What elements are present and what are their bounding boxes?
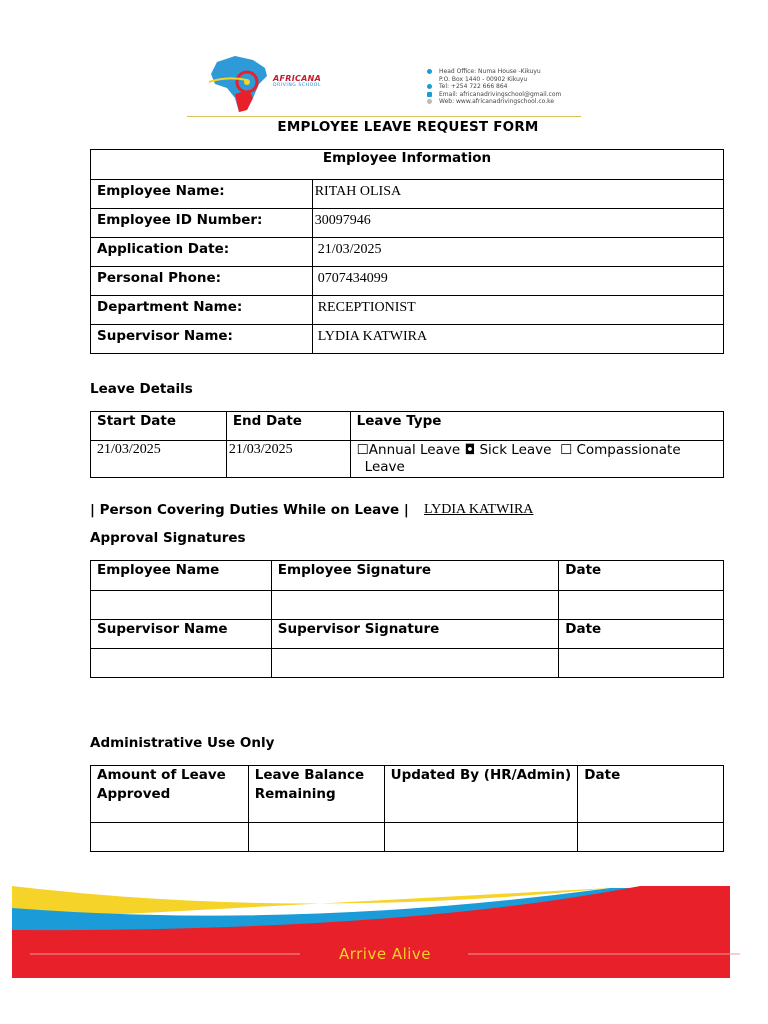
mail-icon [427, 92, 432, 97]
letterhead-rule [187, 116, 581, 117]
supervisor-name-label: Supervisor Name: [91, 325, 313, 354]
covering-person-label: | Person Covering Duties While on Leave | [90, 502, 409, 518]
location-pin-icon [427, 69, 432, 74]
annual-leave-label: Annual Leave [368, 442, 461, 458]
contact-web: Web: www.africanadrivingschool.co.ke [427, 98, 561, 106]
contact-pobox: P.O. Box 1440 - 00902 Kikuyu [439, 75, 528, 83]
admin-date-header: Date [578, 766, 724, 823]
leave-approved-cell[interactable] [91, 823, 249, 852]
updated-by-header: Updated By (HR/Admin) [384, 766, 578, 823]
compassionate-leave-label: Compassionate [576, 442, 681, 458]
leave-balance-header: Leave Balance Remaining [248, 766, 384, 823]
start-date-value[interactable]: 21/03/2025 [91, 441, 227, 478]
sick-leave-checkbox[interactable]: ◘ [464, 442, 476, 458]
admin-table [90, 765, 724, 852]
leave-details-table [90, 411, 724, 478]
supervisor-name-cell[interactable] [91, 649, 272, 678]
employee-date-col-header: Date [559, 561, 724, 591]
employee-name-col-header: Employee Name [91, 561, 272, 591]
compassionate-leave-checkbox[interactable]: ☐ [560, 442, 573, 458]
leave-balance-cell[interactable] [248, 823, 384, 852]
employee-info-header: Employee Information [91, 150, 724, 180]
employee-date-cell[interactable] [559, 591, 724, 620]
approval-table [90, 560, 724, 678]
supervisor-signature-cell[interactable] [271, 649, 559, 678]
leave-type-options [350, 441, 723, 478]
updated-by-cell[interactable] [384, 823, 578, 852]
contact-address: Head Office: Numa House -Kikuyu [427, 68, 561, 76]
employee-id-value[interactable]: 30097946 [312, 209, 723, 238]
employee-name-label: Employee Name: [91, 180, 313, 209]
leave-type-header: Leave Type [350, 412, 723, 441]
supervisor-date-col-header: Date [559, 620, 724, 649]
letterhead [187, 54, 581, 117]
leave-details-heading: Leave Details [90, 381, 193, 397]
form-title: EMPLOYEE LEAVE REQUEST FORM [277, 119, 539, 135]
start-date-header: Start Date [91, 412, 227, 441]
footer-tagline: Arrive Alive [338, 945, 432, 963]
compassionate-leave-label-wrap: Leave [364, 459, 405, 475]
personal-phone-value[interactable]: 0707434099 [312, 267, 723, 296]
leave-approved-header: Amount of Leave Approved [91, 766, 249, 823]
phone-icon [427, 84, 432, 89]
approval-signatures-heading: Approval Signatures [90, 530, 246, 546]
employee-signature-col-header: Employee Signature [271, 561, 559, 591]
employee-id-label: Employee ID Number: [91, 209, 313, 238]
brand-name: AFRICANA [273, 74, 322, 83]
employee-signature-cell[interactable] [271, 591, 559, 620]
employee-name-value[interactable]: RITAH OLISA [312, 180, 723, 209]
contact-block [427, 68, 561, 106]
supervisor-signature-col-header: Supervisor Signature [271, 620, 559, 649]
personal-phone-label: Personal Phone: [91, 267, 313, 296]
contact-phone: Tel: +254 722 666 864 [427, 83, 561, 91]
end-date-header: End Date [226, 412, 350, 441]
employee-name-cell[interactable] [91, 591, 272, 620]
annual-leave-checkbox[interactable]: ☐ [356, 442, 369, 458]
application-date-label: Application Date: [91, 238, 313, 267]
admin-use-heading: Administrative Use Only [90, 735, 275, 751]
employee-info-table [90, 149, 724, 354]
department-name-label: Department Name: [91, 296, 313, 325]
sick-leave-label: Sick Leave [479, 442, 552, 458]
supervisor-name-value[interactable]: LYDIA KATWIRA [312, 325, 723, 354]
africa-logo-icon [207, 54, 277, 114]
department-name-value[interactable]: RECEPTIONIST [312, 296, 723, 325]
globe-icon [427, 99, 432, 104]
brand-subtitle: DRIVING SCHOOL [273, 83, 321, 88]
end-date-value[interactable]: 21/03/2025 [226, 441, 350, 478]
footer-banner [0, 880, 768, 990]
supervisor-name-col-header: Supervisor Name [91, 620, 272, 649]
admin-date-cell[interactable] [578, 823, 724, 852]
contact-email: Email: africanadrivingschool@gmail.com [427, 91, 561, 99]
covering-person-value[interactable]: LYDIA KATWIRA [424, 502, 534, 517]
supervisor-date-cell[interactable] [559, 649, 724, 678]
application-date-value[interactable]: 21/03/2025 [312, 238, 723, 267]
